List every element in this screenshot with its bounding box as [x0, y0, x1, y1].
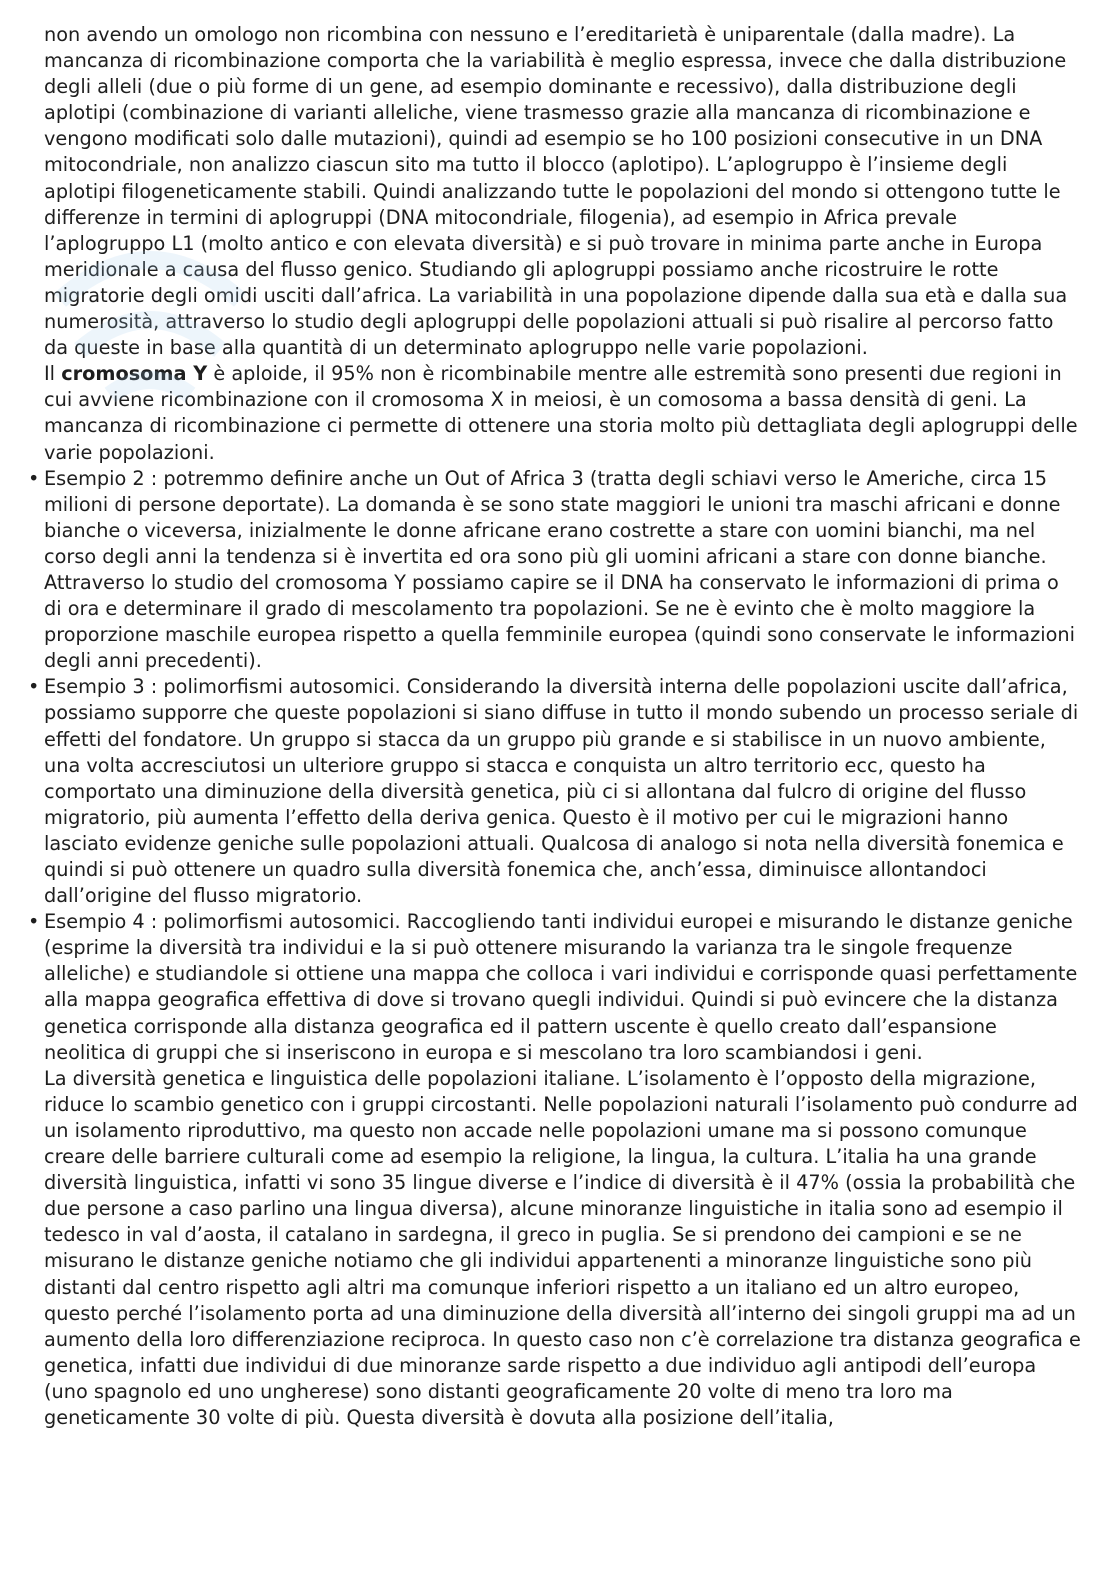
intro-paragraph-haplogroups: non avendo un omologo non ricombina con nessuno e l’ereditarietà è uniparentale (dalla madre). La mancanza di ricombinazione comporta che la variabilità è meglio espressa, invece che dalla distribuzione degli alleli (due o più forme di un gene, ad esempio dominante e recessivo), dalla distribuzione degli aplotipi (combinazione di varianti alleliche, viene trasmesso grazie alla mancanza di ricombinazione e vengono modificati solo dalle mutazioni), quindi ad esempio se ho 100 posizioni consecutive in un DNA mitocondriale, non analizzo ciascun sito ma tutto il blocco (aplotipo). L’aplogruppo è l’insieme degli aplotipi filogeneticamente stabili. Quindi analizzando tutte le popolazioni del mondo si ottengono tutte le differenze in termini di aplogruppi (DNA mitocondriale, filogenia), ad esempio in Africa prevale l’aplogruppo L1 (molto antico e con elevata diversità) e si può trovare in minima parte anche in Europa meridionale a causa del flusso genico. Studiando gli aplogruppi possiamo anche ricostruire le rotte migratorie degli omidi usciti dall’africa. La variabilità in una popolazione dipende dalla sua età e dalla sua numerosità, attraverso lo studio degli aplogruppi delle popolazioni attuali si può risalire al percorso fatto da queste in base alla quantità di un determinato aplogruppo nelle varie popolazioni.: [44, 23, 1068, 360]
y-chromosome-text: è aploide, il 95% non è ricombinabile mentre alle estremità sono presenti due regioni in cui avviene ricombinazione con il cromosoma X in meiosi, è un comosoma a bassa densità di geni. La mancanza di ricombinazione ci permette di ottenere una storia molto più dettagliata degli aplogruppi delle varie popolazioni.: [44, 362, 1078, 464]
bullet-item-esempio-3: [28, 674, 1082, 909]
y-chromosome-prefix: Il: [44, 362, 62, 386]
bullet-text: Esempio 2 : potremmo definire anche un Out of Africa 3 (tratta degli schiavi verso le Americhe, circa 15 milioni di persone deportate). La domanda è se sono state maggiori le unioni tra maschi africani e donne bianche o viceversa, inizialmente le donne africane erano costrette a stare con uomini bianchi, ma nel corso degli anni la tendenza si è invertita ed ora sono più gli uomini africani a stare con donne bianche. Attraverso lo studio del cromosoma Y possiamo capire se il DNA ha conservato le informazioni di prima o di ora e determinare il grado di mescolamento tra popolazioni. Se ne è evinto che è molto maggiore la proporzione maschile europea rispetto a quella femminile europea (quindi sono conservate le informazioni degli anni precedenti).: [44, 466, 1075, 673]
bullet-text: Esempio 4 : polimorfismi autosomici. Raccogliendo tanti individui europei e misurando le distanze geniche (esprime la diversità tra individui e la si può ottenere misurando la varianza tra le singole frequenze alleliche) e studiandole si ottiene una mappa che colloca i vari individui e corrisponde quasi perfettamente alla mappa geografica effettiva di dove si trovano quegli individui. Quindi si può evincere che la distanza genetica corrisponde alla distanza geografica ed il pattern uscente è quello creato dall’espansione neolitica di gruppi che si inseriscono in europa e si mescolano tra loro scambiandosi i geni.: [44, 910, 1078, 1064]
closing-paragraph-italian-diversity: La diversità genetica e linguistica delle popolazioni italiane. L’isolamento è l’opposto della migrazione, riduce lo scambio genetico con i gruppi circostanti. Nelle popolazioni naturali l’isolamento può condurre ad un isolamento riproduttivo, ma questo non accade nelle popolazioni umane ma si possono comunque creare delle barriere culturali come ad esempio la religione, la lingua, la cultura. L’italia ha una grande diversità linguistica, infatti vi sono 35 lingue diverse e l’indice di diversità è il 47% (ossia la probabilità che due persone a caso parlino una lingua diversa), alcune minoranze linguistiche in italia sono ad esempio il tedesco in val d’aosta, il catalano in sardegna, il greco in puglia. Se si prendono dei campioni e se ne misurano le distanze geniche notiamo che gli individui appartenenti a minoranze linguistiche sono più distanti dal centro rispetto agli altri ma comunque inferiori rispetto a un italiano ed un altro europeo, questo perché l’isolamento porta ad una diminuzione della diversità all’interno dei singoli gruppi ma ad un aumento della loro differenziazione reciproca. In questo caso non c’è correlazione tra distanza geografica e genetica, infatti due individui di due minoranze sarde rispetto a due individuo agli antipodi dell’europa (uno spagnolo ed uno ungherese) sono distanti geograficamente 20 volte di meno tra loro ma geneticamente 30 volte di più. Questa diversità è dovuta alla posizione dell’italia,: [44, 1066, 1081, 1429]
bullet-item-esempio-2: [28, 466, 1082, 675]
bullet-dot-icon: •: [28, 466, 40, 490]
bullet-item-esempio-4: [28, 909, 1082, 1066]
bullet-text: Esempio 3 : polimorfismi autosomici. Considerando la diversità interna delle popolazioni uscite dall’africa, possiamo supporre che queste popolazioni si siano diffuse in tutto il mondo subendo un processo seriale di effetti del fondatore. Un gruppo si stacca da un gruppo più grande e si stabilisce in un nuovo ambiente, una volta accresciutosi un ulteriore gruppo si stacca e conquista un altro territorio ecc, questo ha comportato una diminuzione della diversità genetica, più ci si allontana dal fulcro di origine del flusso migratorio, più aumenta l’effetto della deriva genica. Questo è il motivo per cui le migrazioni hanno lasciato evidenze geniche sulle popolazioni attuali. Qualcosa di analogo si nota nella diversità fonemica e quindi si può ottenere un quadro sulla diversità fonemica che, anch’essa, diminuisce allontandoci dall’origine del flusso migratorio.: [44, 675, 1079, 908]
y-chromosome-term: cromosoma Y: [61, 362, 208, 386]
bullet-dot-icon: •: [28, 910, 40, 934]
intro-paragraph-y-chromosome: [28, 361, 1082, 465]
bullet-dot-icon: •: [28, 675, 40, 699]
